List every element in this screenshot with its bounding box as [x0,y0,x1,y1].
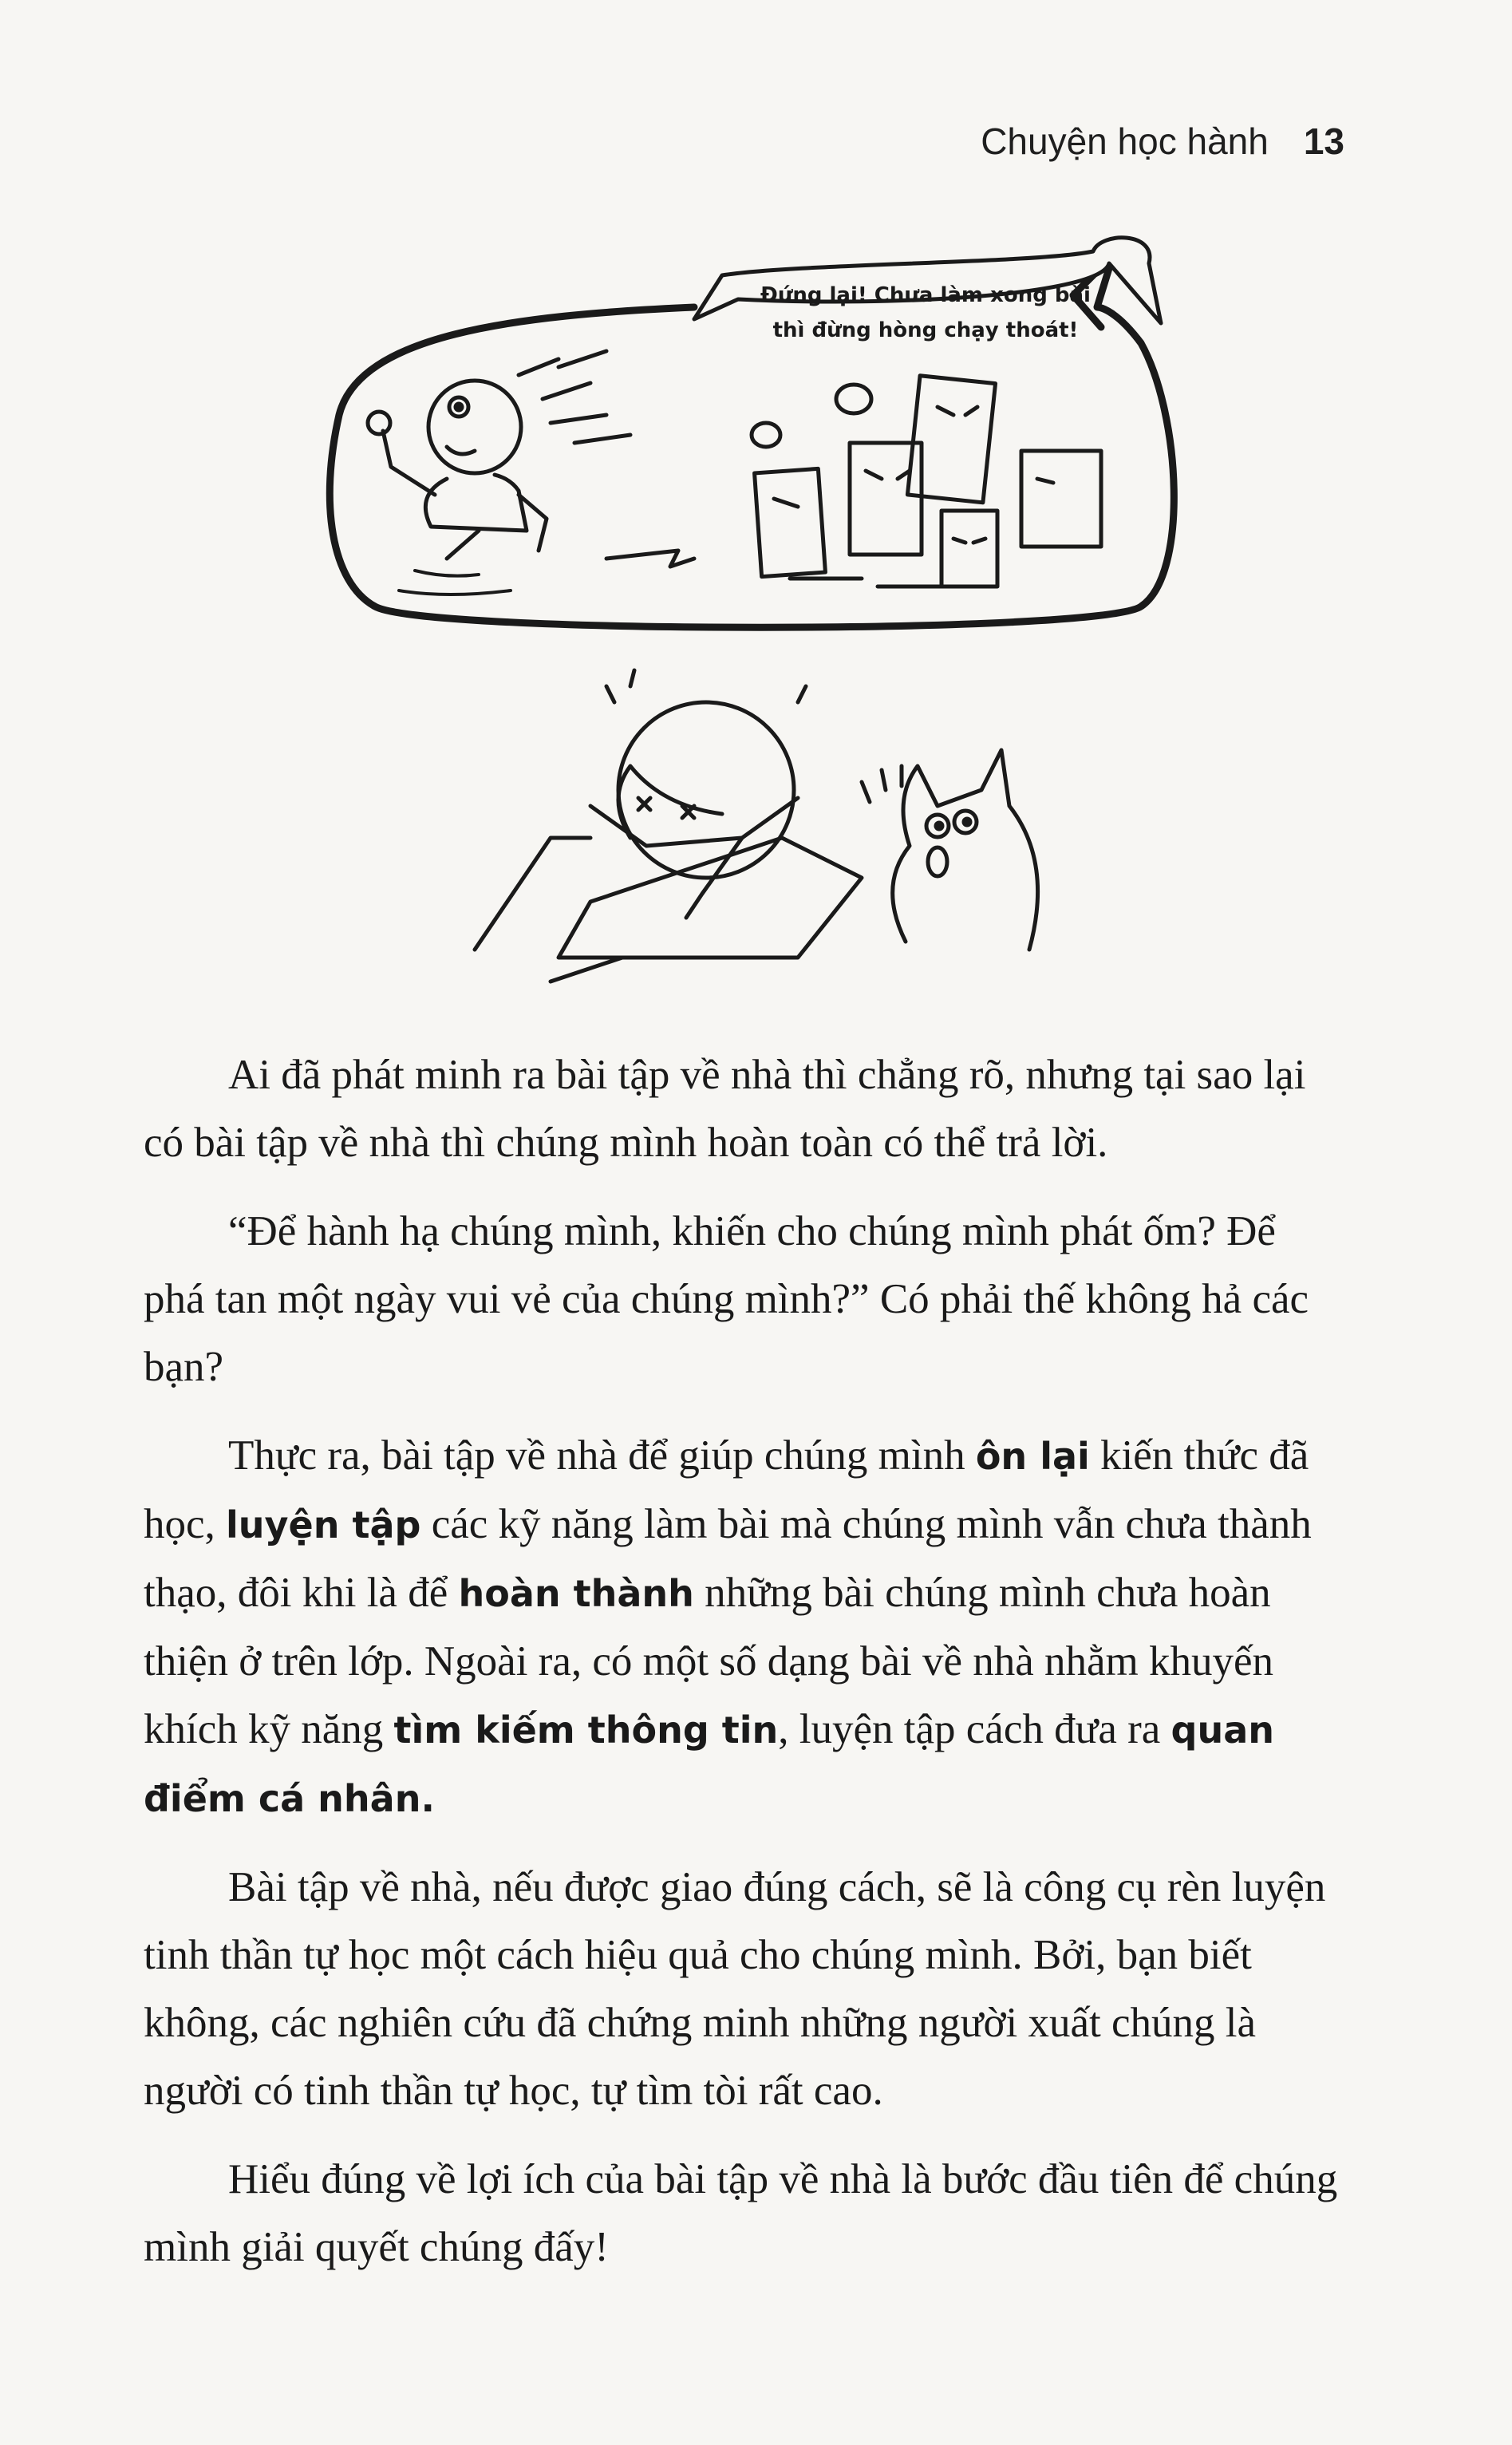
speech-bubble-line-2: thì đừng hòng chạy thoát! [772,318,1079,342]
body-text [144,1041,1340,2302]
page-number: 13 [1303,120,1344,162]
text-segment: các kỹ năng làm bài mà chúng mình vẫn chưa thành thạo, đôi khi là để [144,1501,1312,1616]
highlighted-term: quan điểm cá nhân. [144,1708,1274,1820]
angry-books [606,376,1101,587]
running-boy [368,351,630,594]
paragraph [144,1198,1340,1401]
tired-child [475,670,862,982]
highlighted-term: tìm kiếm thông tin [393,1708,779,1752]
text-segment: Hiểu đúng về lợi ích của bài tập về nhà là bước đầu tiên để chúng mình giải quyết chúng đấy! [144,2156,1338,2270]
startled-cat [862,750,1038,950]
paragraph [144,1422,1340,1833]
paragraph [144,1041,1340,1177]
text-segment: Bài tập về nhà, nếu được giao đúng cách, sẽ là công cụ rèn luyện tinh thần tự học một cách hiệu quả cho chúng mình. Bởi, bạn biết không, các nghiên cứu đã chứng minh những người xuất chúng là người có tinh thần tự học, tự tìm tòi rất cao. [144,1864,1326,2114]
text-segment: , luyện tập cách đưa ra [778,1706,1171,1752]
text-segment: kiến thức đã học, [144,1432,1309,1547]
homework-cartoon [0,0,1512,1005]
highlighted-term: luyện tập [226,1503,421,1546]
speech-bubble-line-1: Đứng lại! Chưa làm xong bài [760,283,1091,307]
text-segment: những bài chúng mình chưa hoàn thiện ở trên lớp. Ngoài ra, có một số dạng bài về nhà nhằm khuyến khích kỹ năng [144,1570,1274,1752]
highlighted-term: ôn lại [975,1435,1090,1478]
highlighted-term: hoàn thành [458,1572,694,1615]
paragraph [144,1854,1340,2125]
text-segment: “Để hành hạ chúng mình, khiến cho chúng mình phát ốm? Để phá tan một ngày vui vẻ của chúng mình?” Có phải thế không hả các bạn? [144,1208,1309,1390]
text-segment: Thực ra, bài tập về nhà để giúp chúng mình [228,1432,976,1479]
chapter-title: Chuyện học hành [981,120,1269,162]
text-segment: Ai đã phát minh ra bài tập về nhà thì chẳng rõ, nhưng tại sao lại có bài tập về nhà thì chúng mình hoàn toàn có thể trả lời. [144,1052,1306,1166]
paragraph [144,2146,1340,2281]
